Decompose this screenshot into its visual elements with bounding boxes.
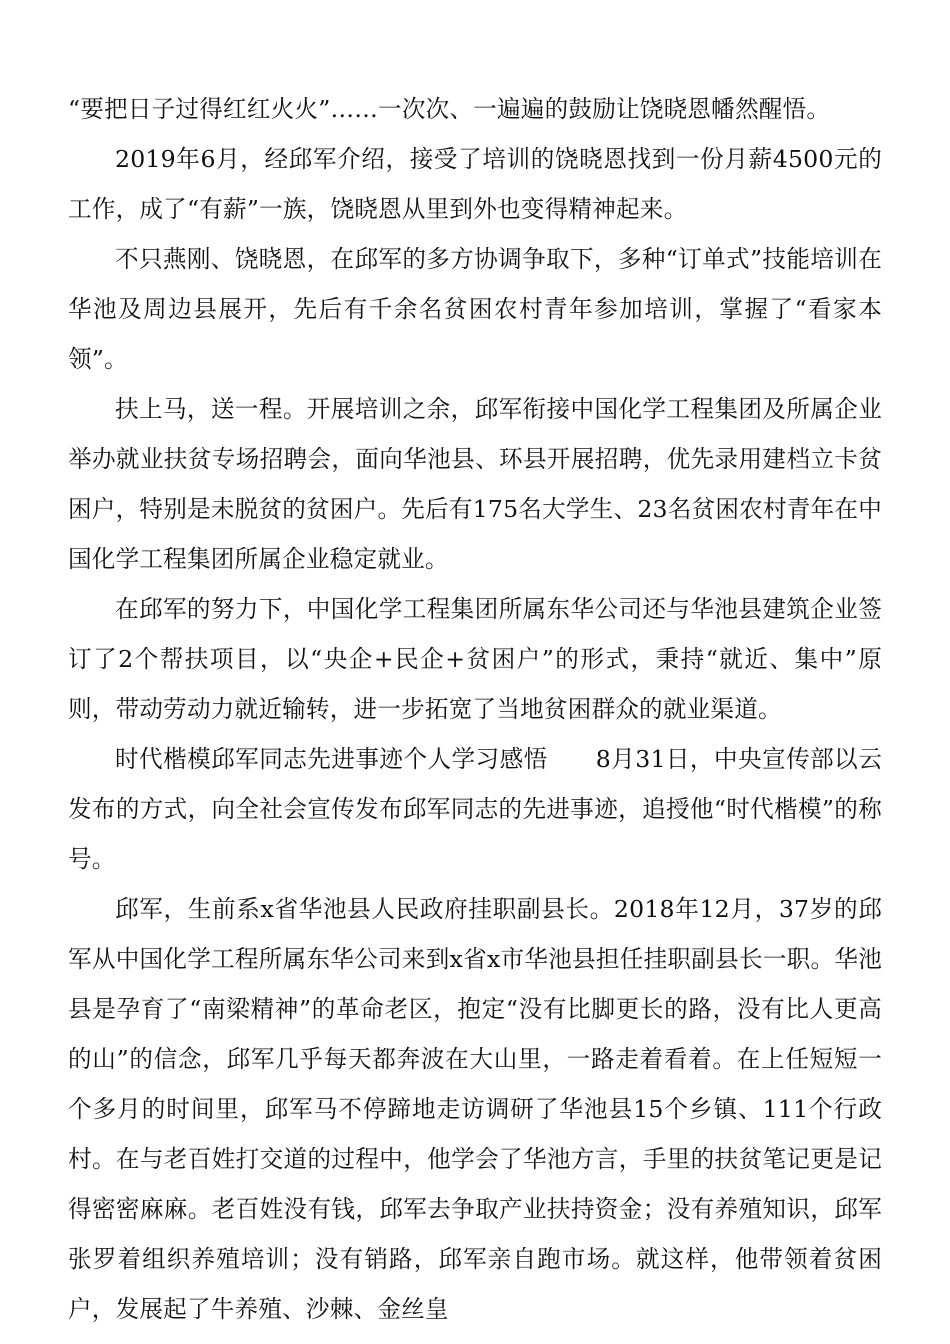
document-body [68, 84, 882, 1334]
paragraph: 时代楷模邱军同志先进事迹个人学习感悟 8月31日，中央宣传部以云发布的方式，向全社会宣传发布邱军同志的先进事迹，追授他“时代楷模”的称号。 [68, 745, 882, 873]
paragraph: 不只燕刚、饶晓恩，在邱军的多方协调争取下，多种“订单式”技能培训在华池及周边县展开，先后有千余名贫困农村青年参加培训，掌握了“看家本领”。 [68, 245, 882, 373]
paragraph: 在邱军的努力下，中国化学工程集团所属东华公司还与华池县建筑企业签订了2个帮扶项目，以“央企+民企+贫困户”的形式，秉持“就近、集中”原则，带动劳动力就近输转，进一步拓宽了当地贫困群众的就业渠道。 [68, 595, 882, 723]
paragraph: 邱军，生前系x省华池县人民政府挂职副县长。2018年12月，37岁的邱军从中国化学工程所属东华公司来到x省x市华池县担任挂职副县长一职。华池县是孕育了“南梁精神”的革命老区，抱定“没有比脚更长的路，没有比人更高的山”的信念，邱军几乎每天都奔波在大山里，一路走着看着。在上任短短一个多月的时间里，邱军马不停蹄地走访调研了华池县15个乡镇、111个行政村。在与老百姓打交道的过程中，他学会了华池方言，手里的扶贫笔记更是记得密密麻麻。老百姓没有钱，邱军去争取产业扶持资金；没有养殖知识，邱军张罗着组织养殖培训；没有销路，邱军亲自跑市场。就这样，他带领着贫困户，发展起了牛养殖、沙棘、金丝皇 [68, 895, 882, 1323]
paragraph: 扶上马，送一程。开展培训之余，邱军衔接中国化学工程集团及所属企业举办就业扶贫专场招聘会，面向华池县、环县开展招聘，优先录用建档立卡贫困户，特别是未脱贫的贫困户。先后有175名大学生、23名贫困农村青年在中国化学工程集团所属企业稳定就业。 [68, 395, 882, 573]
paragraph: 2019年6月，经邱军介绍，接受了培训的饶晓恩找到一份月薪4500元的工作，成了“有薪”一族，饶晓恩从里到外也变得精神起来。 [68, 145, 882, 223]
paragraph-continuation: “要把日子过得红红火火”……一次次、一遍遍的鼓励让饶晓恩幡然醒悟。 [68, 95, 831, 123]
